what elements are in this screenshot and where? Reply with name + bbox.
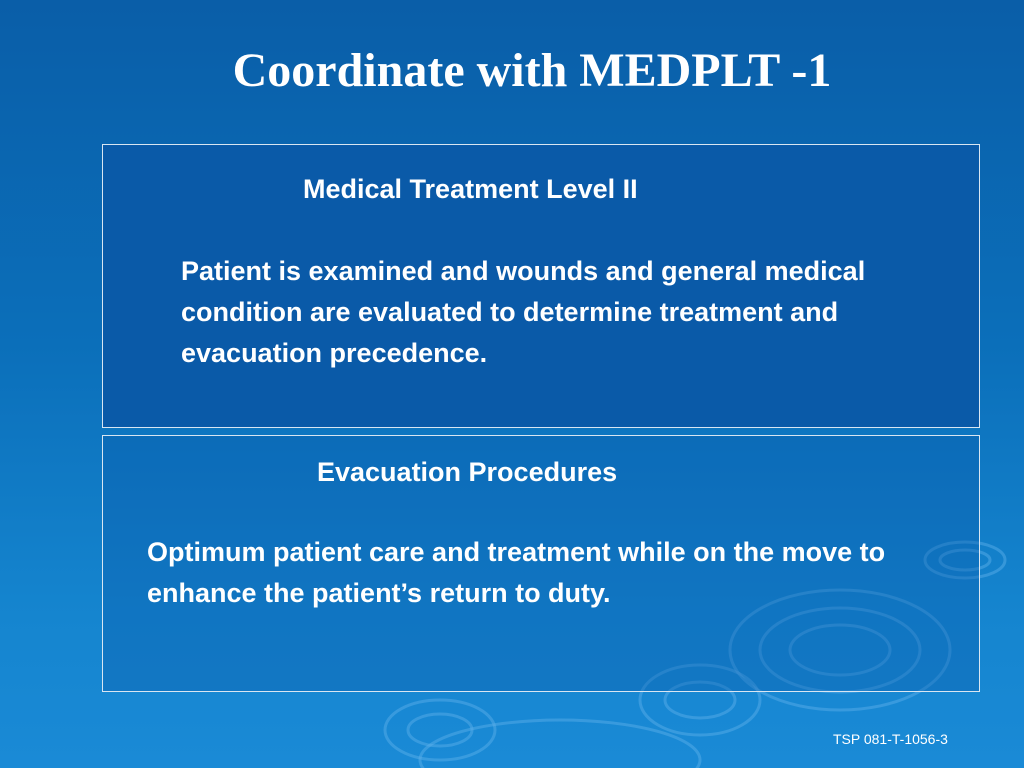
medical-treatment-panel [102,144,980,428]
evacuation-procedures-panel [102,435,980,692]
slide-title: Coordinate with MEDPLT -1 [232,44,832,97]
footer-reference: TSP 081-T-1056-3 [833,731,948,747]
section-heading: Evacuation Procedures [317,457,618,487]
section-body: Patient is examined and wounds and general medical condition are evaluated to determine treatment and evacuation precedence. [181,256,866,368]
section-heading: Medical Treatment Level II [303,174,638,204]
section-body: Optimum patient care and treatment while on the move to enhance the patient’s return to duty. [147,537,886,608]
